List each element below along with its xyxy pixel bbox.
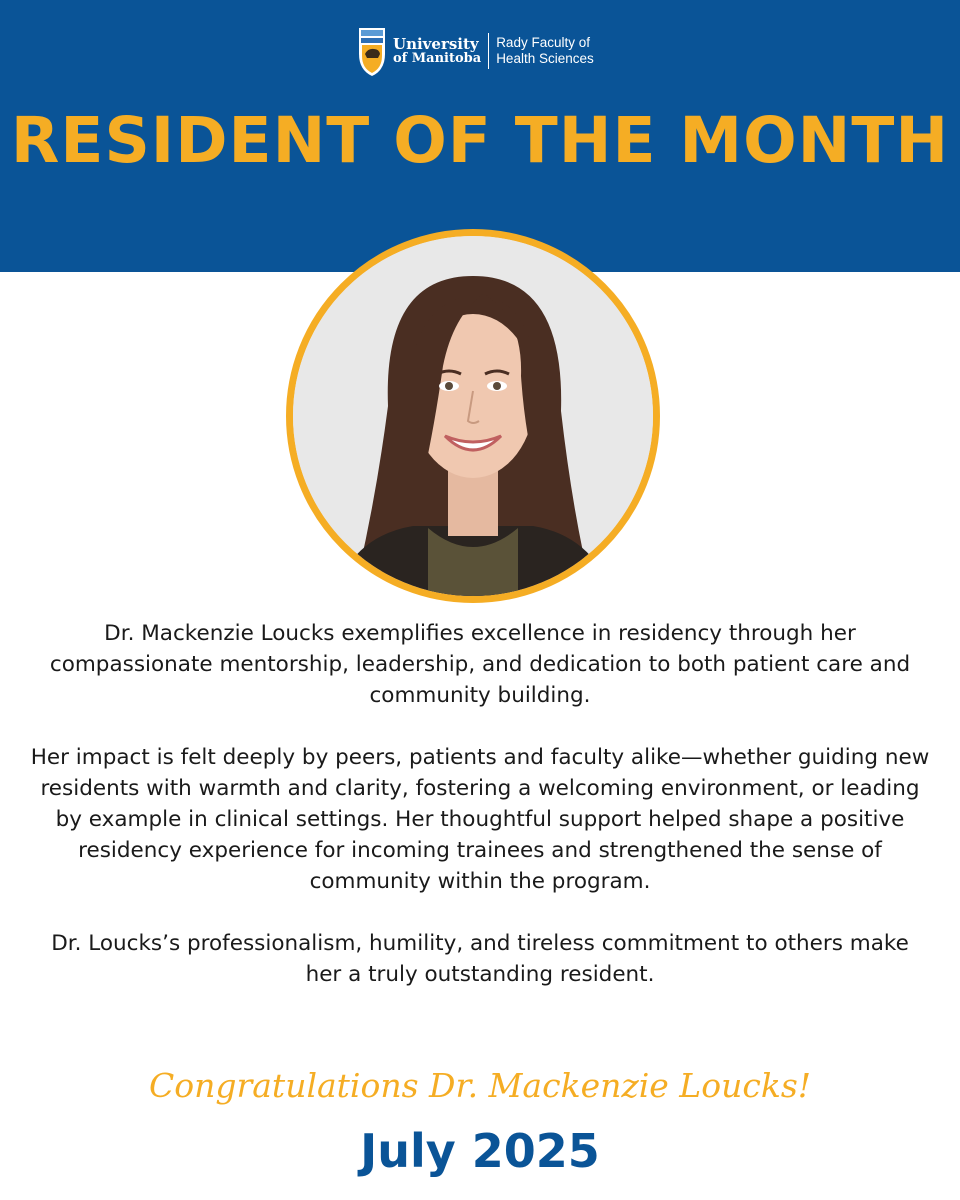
portrait-illustration [293, 236, 653, 596]
university-crest-icon [356, 24, 388, 78]
faculty-name-line2: Health Sciences [496, 51, 594, 66]
faculty-name [496, 35, 594, 66]
university-name [393, 37, 481, 65]
page-title: RESIDENT OF THE MONTH [10, 104, 950, 177]
university-name-line1: University [393, 35, 479, 53]
description-paragraph-3: Dr. Loucks’s professionalism, humility, and tireless commitment to others make her a truly outstanding resident. [51, 931, 909, 987]
university-logo [356, 22, 594, 80]
university-name-line2: of Manitoba [393, 51, 482, 66]
description-text [30, 618, 930, 990]
congratulations-text: Congratulations Dr. Mackenzie Loucks! [148, 1066, 812, 1105]
description-paragraph-1: Dr. Mackenzie Loucks exemplifies excellence in residency through her compassionate mentorship, leadership, and dedication to both patient care and community building. [49, 621, 911, 708]
month-date: July 2025 [360, 1124, 600, 1178]
logo-divider [488, 33, 489, 69]
resident-photo [286, 229, 660, 603]
description-paragraph-2: Her impact is felt deeply by peers, patients and faculty alike—whether guiding new residents with warmth and clarity, fostering a welcoming environment, or leading by example in clinical settings. Her thoughtful support helped shape a positive residency experience for incoming trainees and strengthened the sense of community within the program. [30, 745, 930, 894]
faculty-name-line1: Rady Faculty of [496, 35, 590, 51]
